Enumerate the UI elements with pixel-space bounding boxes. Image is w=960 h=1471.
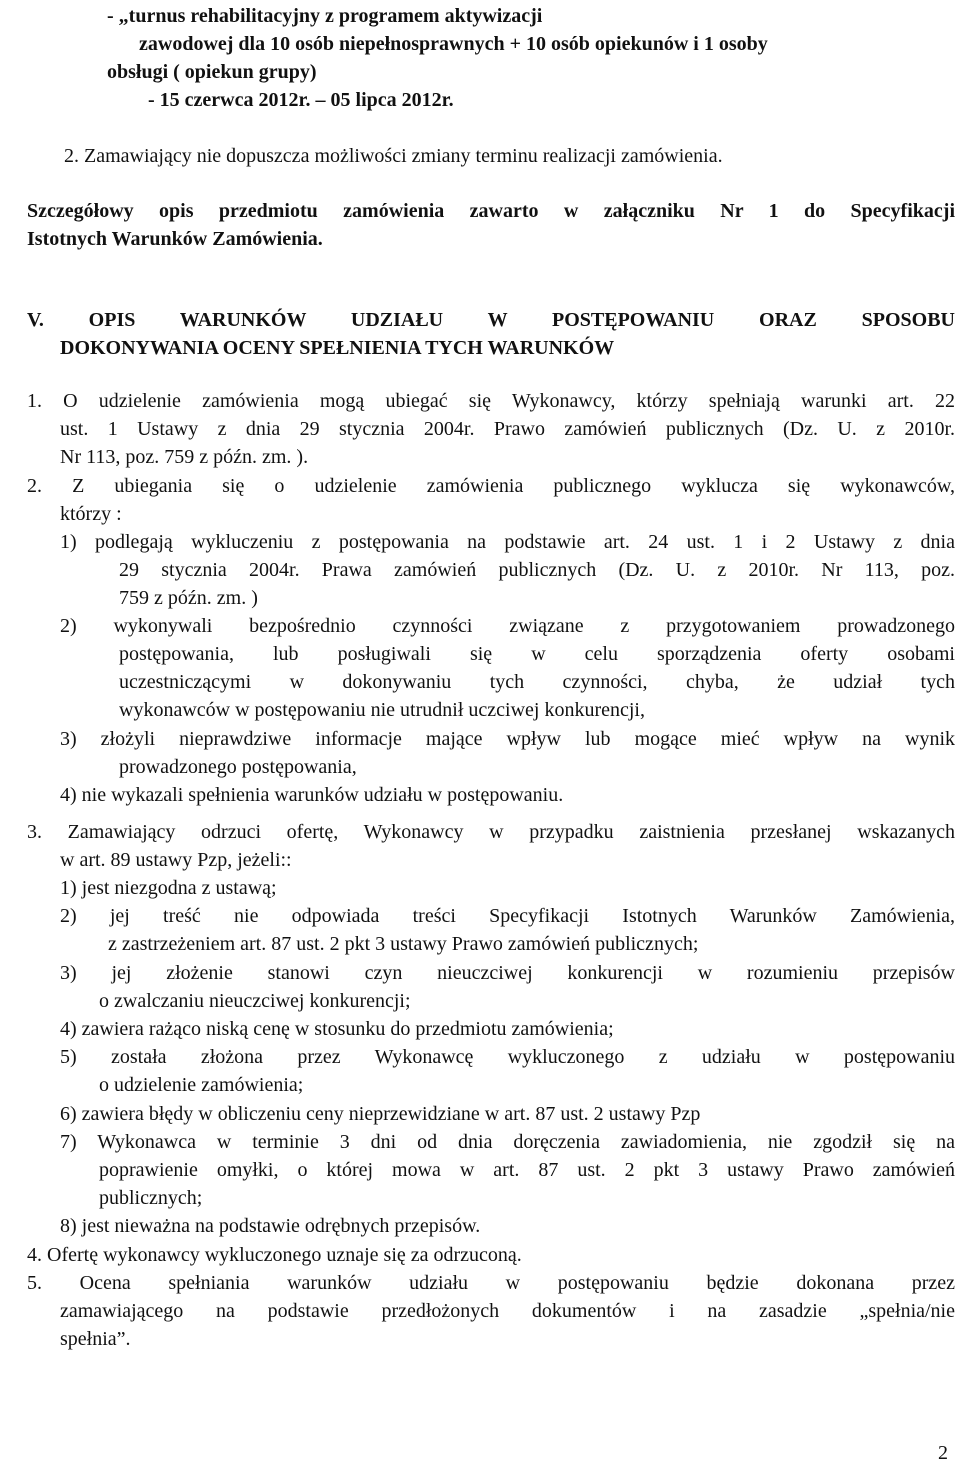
item-2-line-2: którzy : — [60, 503, 122, 525]
section-v-heading-1: V. OPIS WARUNKÓW UDZIAŁU W POSTĘPOWANIU ORAZ SPOSOBU — [27, 309, 955, 331]
item-3-line-1: 3. Zamawiający odrzuci ofertę, Wykonawcy w przypadku zaistnienia przesłanej wskazanych — [27, 821, 955, 843]
description-line-1: Szczegółowy opis przedmiotu zamówienia zawarto w załączniku Nr 1 do Specyfikacji — [27, 200, 955, 222]
reason-6: 6) zawiera błędy w obliczeniu ceny nieprzewidziane w art. 87 ust. 2 ustawy Pzp — [60, 1103, 701, 1125]
reason-2-line-2: z zastrzeżeniem art. 87 ust. 2 pkt 3 ustawy Prawo zamówień publicznych; — [108, 933, 699, 955]
reason-7-line-1: 7) Wykonawca w terminie 3 dni od dnia doręczenia zawiadomienia, nie zgodził się na — [60, 1131, 955, 1153]
subitem-2-line-4: wykonawców w postępowaniu nie utrudnił uczciwej konkurencji, — [119, 699, 645, 721]
turnus-line-2: zawodowej dla 10 osób niepełnosprawnych + 10 osób opiekunów i 1 osoby — [139, 33, 768, 55]
item-5-line-3: spełnia”. — [60, 1328, 131, 1350]
turnus-dates: - 15 czerwca 2012r. – 05 lipca 2012r. — [148, 89, 454, 111]
turnus-line-3: obsługi ( opiekun grupy) — [107, 61, 317, 83]
reason-3-line-2: o zwalczaniu nieuczciwej konkurencji; — [99, 990, 411, 1012]
subitem-4-line-1: 4) nie wykazali spełnienia warunków udziału w postępowaniu. — [60, 784, 564, 806]
paragraph-2-term: 2. Zamawiający nie dopuszcza możliwości zmiany terminu realizacji zamówienia. — [64, 145, 723, 167]
item-5-line-2: zamawiającego na podstawie przedłożonych dokumentów i na zasadzie „spełnia/nie — [60, 1300, 955, 1322]
reason-1: 1) jest niezgodna z ustawą; — [60, 877, 277, 899]
subitem-3-line-2: prowadzonego postępowania, — [119, 756, 357, 778]
reason-7-line-2: poprawienie omyłki, o której mowa w art. 87 ust. 2 pkt 3 ustawy Prawo zamówień — [99, 1159, 955, 1181]
subitem-3-line-1: 3) złożyli nieprawdziwe informacje mające wpływ lub mogące mieć wpływ na wynik — [60, 728, 955, 750]
reason-7-line-3: publicznych; — [99, 1187, 203, 1209]
section-v-heading-2: DOKONYWANIA OCENY SPEŁNIENIA TYCH WARUNKÓW — [60, 337, 615, 359]
item-5-line-1: 5. Ocena spełniania warunków udziału w postępowaniu będzie dokonana przez — [27, 1272, 955, 1294]
page-number: 2 — [938, 1442, 948, 1464]
reason-5-line-2: o udzielenie zamówienia; — [99, 1074, 304, 1096]
subitem-1-line-1: 1) podlegają wykluczeniu z postępowania na podstawie art. 24 ust. 1 i 2 Ustawy z dnia — [60, 531, 955, 553]
item-4: 4. Ofertę wykonawcy wykluczonego uznaje się za odrzuconą. — [27, 1244, 522, 1266]
turnus-line-1: - „turnus rehabilitacyjny z programem aktywizacji — [107, 5, 543, 27]
subitem-2-line-2: postępowania, lub posługiwali się w celu sporządzenia oferty osobami — [119, 643, 955, 665]
reason-4: 4) zawiera rażąco niską cenę w stosunku do przedmiotu zamówienia; — [60, 1018, 614, 1040]
subitem-1-line-3: 759 z późn. zm. ) — [119, 587, 258, 609]
subitem-1-line-2: 29 stycznia 2004r. Prawa zamówień publicznych (Dz. U. z 2010r. Nr 113, poz. — [119, 559, 955, 581]
subitem-2-line-1: 2) wykonywali bezpośrednio czynności związane z przygotowaniem prowadzonego — [60, 615, 955, 637]
item-1-line-2: ust. 1 Ustawy z dnia 29 stycznia 2004r. Prawo zamówień publicznych (Dz. U. z 2010r. — [60, 418, 955, 440]
item-1-line-1: 1. O udzielenie zamówienia mogą ubiegać się Wykonawcy, którzy spełniają warunki art. 22 — [27, 390, 955, 412]
description-line-2: Istotnych Warunków Zamówienia. — [27, 228, 323, 250]
reason-3-line-1: 3) jej złożenie stanowi czyn nieuczciwej konkurencji w rozumieniu przepisów — [60, 962, 955, 984]
item-2-line-1: 2. Z ubiegania się o udzielenie zamówienia publicznego wyklucza się wykonawców, — [27, 475, 955, 497]
reason-2-line-1: 2) jej treść nie odpowiada treści Specyfikacji Istotnych Warunków Zamówienia, — [60, 905, 955, 927]
subitem-2-line-3: uczestniczącymi w dokonywaniu tych czynności, chyba, że udział tych — [119, 671, 955, 693]
reason-8: 8) jest nieważna na podstawie odrębnych przepisów. — [60, 1215, 481, 1237]
reason-5-line-1: 5) została złożona przez Wykonawcę wykluczonego z udziału w postępowaniu — [60, 1046, 955, 1068]
item-3-line-2: w art. 89 ustawy Pzp, jeżeli:: — [60, 849, 292, 871]
item-1-line-3: Nr 113, poz. 759 z późn. zm. ). — [60, 446, 309, 468]
